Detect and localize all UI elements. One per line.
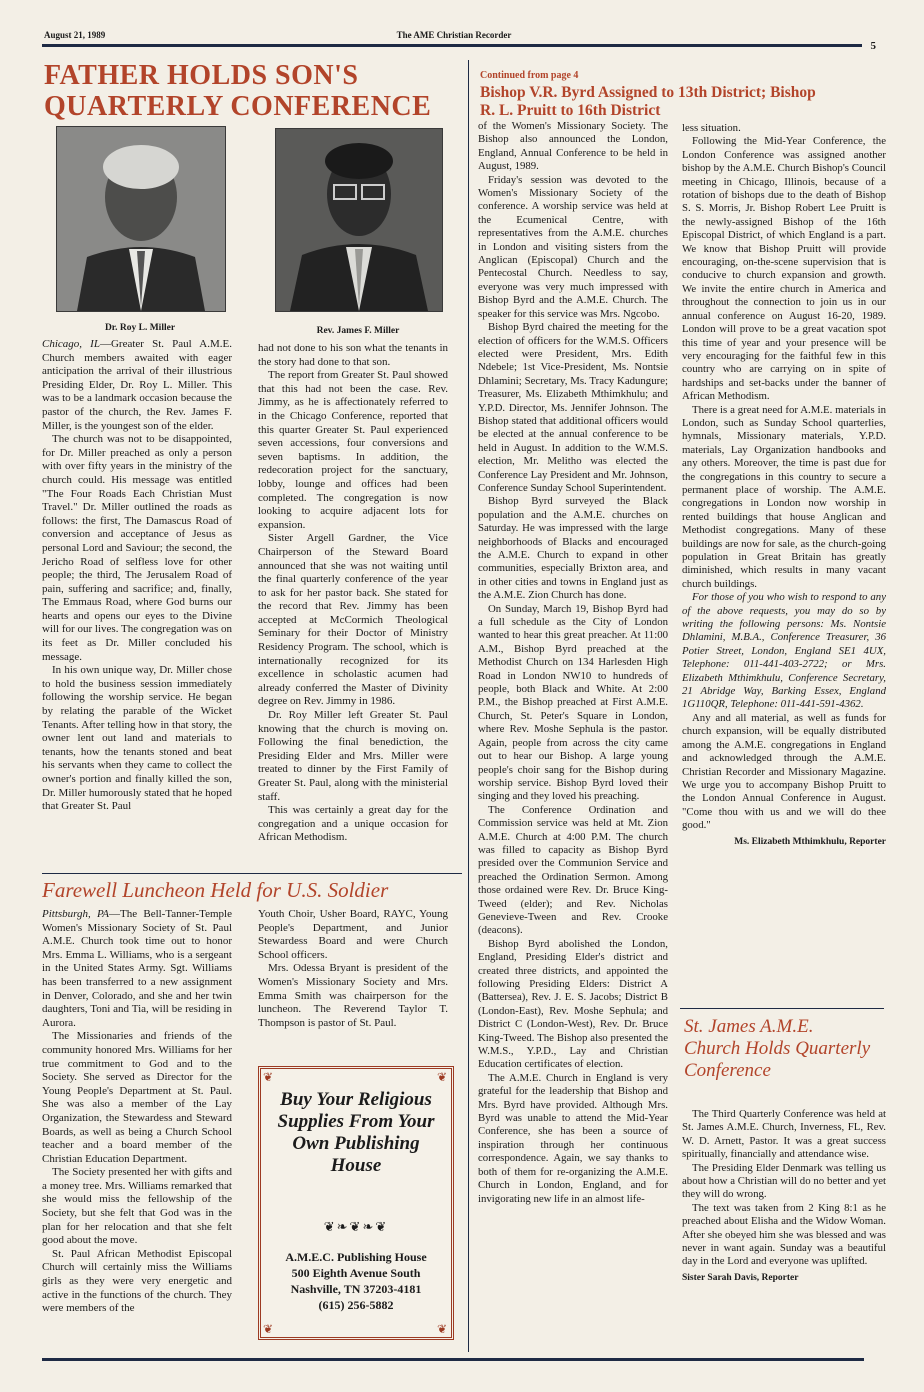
ad-address: 500 Eighth Avenue South bbox=[291, 1266, 421, 1280]
article3-paragraph: Friday's session was devoted to the Women's Missionary Society of the conference. A worship service was held at the Ecumenical Centre, with representatives from the A.M.E. churches in London and visiting sisters from the Anglican (Episcopal) Church and the Pentecostal Church. Needless to say, everyone was very much impressed with Bishop Byrd and the A.M.E. Church. The speaker for this service was Mrs. Ngcobo. bbox=[478, 173, 668, 320]
article2-paragraph: The Missionaries and friends of the community honored Mrs. Williams for her true commitment to God and to the Society. She served as Director for the Young People's Department at St. Paul. She was also a member of the Lay Organization, the Stewardess and Steward Boards, as well as being a Church School teacher and a board member of the Christian Education Department. bbox=[42, 1030, 232, 1165]
portrait-image bbox=[276, 129, 442, 311]
article2-paragraph: Pittsburgh, PA—The Bell-Tanner-Temple Women's Missionary Society of St. Paul A.M.E. Church took time out to honor Mrs. Emma L. Williams, who is a sergeant in the United States Army. Sgt. Williams has been transferred to a new assignment in Denver, Colorado, and she and her twin daughters, Toni and Tia, will be residing in Aurora. bbox=[42, 908, 232, 1029]
article4-paragraph: The Presiding Elder Denmark was telling us about how a Christian will do no better and yet they will do wrong. bbox=[682, 1161, 886, 1201]
page-number: 5 bbox=[870, 40, 876, 52]
publishing-house-ad bbox=[258, 1066, 454, 1340]
article3-headline-line1: Bishop V.R. Byrd Assigned to 13th District; Bishop bbox=[480, 84, 816, 101]
article3-paragraph: Any and all material, as well as funds for church expansion, will be equally distributed among the A.M.E. congregations in England and acknowledged through the A.M.E. Christian Recorder and Missionary Magazine. We urge you to accompany Bishop Pruitt to the London Annual Conference in August. "Come thou with us and we will do thee good." bbox=[682, 711, 886, 832]
ornament-icon: ❦ bbox=[437, 1322, 448, 1336]
article4-body bbox=[682, 1108, 886, 1352]
paper-name: The AME Christian Recorder bbox=[396, 30, 512, 40]
ad-headline: Buy Your Religious Supplies From Your Own Publishing House bbox=[277, 1089, 435, 1176]
article2-headline: Farewell Luncheon Held for U.S. Soldier bbox=[42, 878, 389, 902]
article1-paragraph: The report from Greater St. Paul showed that this had not been the case. Rev. Jimmy, as he is affectionately referred to in the Chicago Conference, reported that this quarter Greater St. Paul experienced seven accessions, four conversions and seven baptisms. In addition, the redecoration project for the sanctuary, lobby, lounge and offices had been completed. The congregation is now looking to acquire adjacent lots for expansion. bbox=[258, 369, 448, 531]
article4-headline: St. James A.M.E. Church Holds Quarterly Conference bbox=[684, 1016, 871, 1081]
photo-james-miller bbox=[275, 128, 443, 312]
portrait-image bbox=[57, 127, 225, 311]
article2-paragraph: Mrs. Odessa Bryant is president of the Women's Missionary Society and Mrs. Emma Smith was chairperson for the luncheon. The Reverend Taylor T. Thompson is pastor of St. Paul. bbox=[258, 962, 448, 1029]
article3-paragraph: Bishop Byrd abolished the London, England, Presiding Elder's district and created three districts, and appointed the following Presiding Elders: District A (Battersea), Rev. J. E. S. Jacobs; District B (London-East), Rev. Moshe Sephula; and District C (London-West), Rev. Dr. Bruce King-Tweed. The Bishop also presented the W.M.S., Y.P.D., Lay and Christian Education certificates of election. bbox=[478, 937, 668, 1071]
article3-paragraph: On Sunday, March 19, Bishop Byrd had a full schedule as the City of London wanted to hear this great preacher. At 11:00 A.M., Bishop Byrd preached at the Methodist Church on 134 Harlesden High Road in London NW10 to hundreds of people, both Black and White. At 2:00 P.M., the Bishop preached at First A.M.E. Church, St. Peter's Square in London, where Rev. Moshe Sephula is the pastor. Again, people from across the city came out to hear our Bishop. A large young people's choir sang for the Bishop during worship service. Bishop Byrd loved their singing and they loved his preaching. bbox=[478, 602, 668, 803]
article2-column2 bbox=[258, 908, 448, 1048]
ad-city: Nashville, TN 37203-4181 bbox=[290, 1282, 422, 1296]
article2-paragraph: The Society presented her with gifts and a money tree. Mrs. Williams remarked that she would miss the fellowship of the Society, but she felt that God was in the plan for her relocation and that she felt good about the move. bbox=[42, 1166, 232, 1247]
article3-column2 bbox=[682, 122, 886, 1006]
article1-dateline: Chicago, IL bbox=[42, 338, 100, 350]
ad-contact bbox=[267, 1249, 445, 1313]
caption-james-miller: Rev. James F. Miller bbox=[316, 326, 400, 336]
ornament-icon: ❦ bbox=[263, 1070, 274, 1084]
article1-paragraph: This was certainly a great day for the congregation and a unique occasion for African Methodism. bbox=[258, 804, 448, 844]
article3-column1 bbox=[478, 120, 668, 1354]
article-divider bbox=[42, 873, 462, 874]
article3-paragraph: The Conference Ordination and Commission service was held at Mt. Zion A.M.E. Church at 4:00 P.M. The church was filled to capacity as Bishop Byrd presided over the Communion Service and preached the Ordination Sermon. Among those ordained were Rev. Dr. Bruce King-Tweed (elder); and Rev. Nicholas Genevieve-Tween and Rev. Crooke (deacons). bbox=[478, 803, 668, 937]
article3-headline-line2: R. L. Pruitt to 16th District bbox=[480, 102, 661, 119]
article1-paragraph: Chicago, IL—Greater St. Paul A.M.E. Church members awaited with eager anticipation the arrival of their illustrious Presiding Elder, Dr. Roy L. Miller. This was to be a landmark occasion because the pastor of the church, the Rev. James F. Miller, is the youngest son of the elder. bbox=[42, 338, 232, 432]
article1-column2 bbox=[258, 342, 448, 870]
article3-headline bbox=[480, 84, 880, 120]
article3-paragraph: Bishop Byrd surveyed the Black population and the A.M.E. churches on Saturday. He was impressed with the large neighborhoods of Blacks and encouraged the A.M.E. Church to expand in other communities, especially Brixton area, and in other cities and towns in England just as the A.M.E. Zion Church has done. bbox=[478, 495, 668, 602]
article4-reporter: Sister Sarah Davis, Reporter bbox=[682, 1272, 799, 1283]
issue-date: August 21, 1989 bbox=[44, 30, 106, 40]
article3-paragraph: The A.M.E. Church in England is very grateful for the leadership that Bishop and Mrs. Byrd have provided. Although Mrs. Byrd was unable to attend the Mid-Year Conference, she has been a source of inspiration through her continuous correspondence. Again, we say thanks to both of them for re-organizing the A.M.E. Church in London, England, and for invigorating new life in an almost life- bbox=[478, 1071, 668, 1205]
article2-column1 bbox=[42, 908, 232, 1352]
article4-paragraph: The text was taken from 2 King 8:1 as he preached about Elisha and the Widow Woman. After she obeyed him she was blessed and was never in want again. Sunday was a beautiful day in the Lord and everyone was uplifted. bbox=[682, 1201, 886, 1268]
ad-phone: (615) 256-5882 bbox=[318, 1298, 394, 1312]
article1-headline-line1: FATHER HOLDS SON'S bbox=[44, 60, 359, 91]
article2-paragraph: Youth Choir, Usher Board, RAYC, Young People's Department, and Junior Stewardess Board and were Church School officers. bbox=[258, 908, 448, 961]
article3-paragraph: of the Women's Missionary Society. The Bishop also announced the London, England, Annual Conference to be held in August, 1989. bbox=[478, 120, 668, 173]
article1-paragraph: The church was not to be disappointed, for Dr. Miller preached as only a person with over fifty years in the ministry of the church could. His message was entitled "The Four Roads Each Christian Must Travel." Dr. Miller outlined the roads as follows: the first, The Damascus Road of conversion and acceptance of Jesus as personal Lord and Saviour; the second, the Jericho Road of selfless love for other people; the third, The Jerusalem Road of pain, suffering and sacrifice; and, finally, The Emmaus Road, where God burns our hearts and opens our eyes to the Divine will for our lives. The congregation was on its feet as Dr. Miller concluded his message. bbox=[42, 433, 232, 663]
photo-roy-miller bbox=[56, 126, 226, 312]
article3-paragraph: Bishop Byrd chaired the meeting for the election of officers for the W.M.S. Officers elected were President, Mrs. Edith Ndebele; 1st Vice-President, Ms. Nontsie Dhlamini; Secretary, Ms. Tracy Kadungure; Treasurer, Ms. Elizabeth Mthimkhulu; and Y.P.D. Director, Ms. Jennifer Johnson. The Bishop stated that additional officers would be elected at the annual conference to be held in August. In addition to the W.M.S. election, Mr. Melitho was elected the Conference Lay President and Mr. Johnson, Conference Sunday School Superintendent. bbox=[478, 321, 668, 494]
article1-paragraph: had not done to his son what the tenants in the story had done to that son. bbox=[258, 342, 448, 368]
continued-note: Continued from page 4 bbox=[480, 70, 579, 81]
footer-rule bbox=[42, 1358, 864, 1361]
ornament-icon: ❦ bbox=[263, 1322, 274, 1336]
article2-paragraph: St. Paul African Methodist Episcopal Church will certainly miss the Williams girls as they were very energetic and active in the functions of the church. They were members of the bbox=[42, 1247, 232, 1315]
article3-paragraph: less situation. bbox=[682, 122, 741, 134]
article1-paragraph: Dr. Roy Miller left Greater St. Paul knowing that the church is moving on. Following the final benediction, the Presiding Elder and Mrs. Miller were treated to dinner by the First Family of Greater St. Paul, along with the ministerial staff. bbox=[258, 709, 448, 803]
article1-headline bbox=[44, 60, 464, 122]
article3-paragraph: For those of you who wish to respond to any of the above requests, you may do so by writing the following persons: Ms. Nontsie Dhlamini, M.B.A., Conference Treasurer, 36 Potier Street, London, England SE1 4UX, Telephone: 011-441-403-2722; or Mrs. Elizabeth Mthimkhulu, Conference Secretary, 21 Abridge Way, Barking Essex, England 1G110QR, Telephone: 011-441-591-4362. bbox=[682, 591, 886, 711]
ad-name: A.M.E.C. Publishing House bbox=[285, 1250, 427, 1264]
article1-headline-line2: QUARTERLY CONFERENCE bbox=[44, 91, 432, 122]
article1-paragraph: Sister Argell Gardner, the Vice Chairperson of the Steward Board announced that she was not waiting until the final quarterly conference of the year to ask for her pastor back. She stated for the record that Rev. Jimmy has been accepted at McCormich Theological Seminary for their Doctor of Ministry Residency Program. The school, which is internationally recognized for its excellence in scholastic acumen had already conferred the Master of Divinity degree on Rev. Jimmy in 1986. bbox=[258, 532, 448, 708]
article3-paragraph: Following the Mid-Year Conference, the London Conference was assigned another bishop by the A.M.E. Church Bishop's Council meeting in Chicago, Illinois, because of a rotation of bishops due to the death of Bishop S. S. Morris, Jr. Bishop Robert Lee Pruitt is the newly-assigned Bishop of the 16th Episcopal District, of which England is a part. We know that Bishop Pruitt will provide encouraging, on-the-scene supervision that is conducive to church expansion and growth. We invite the entire church in America and throughout the connection to join us in our annual conference on August 16-20, 1989. London will prove to be a great vacation spot this time of year and your presence will be very encouraging for the faithful few in this country who are carrying on in spite of hardships and set-backs under the banner of African Methodism. bbox=[682, 135, 886, 403]
ad-ornament: ❦❧❦❧❦ bbox=[323, 1219, 389, 1234]
article1-paragraph: In his own unique way, Dr. Miller chose to hold the business session immediately following the worship service. He began by relating the parable of the Wicket Tenants. After telling how in that story, the owner lent out land and materials to tenants, how the tenants stoned and beat his servants when they came to collect the owner's portion and finally killed the son, Dr. Miller humorously stated that he hoped that Greater St. Paul bbox=[42, 664, 232, 813]
column-divider bbox=[468, 60, 469, 1352]
caption-roy-miller: Dr. Roy L. Miller bbox=[104, 323, 176, 333]
article3-paragraph: There is a great need for A.M.E. materials in London, such as Sunday School quarterlies, hymnals, Missionary materials, Y.P.D. materials, Lay Organization handbooks and any others. Moreover, the time is past due for the congregations in this country to secure a permanent place of worship. The A.M.E. congregations in London now worship in rented buildings that house Anglican and Methodist congregations. Many of these buildings are now for sale, as the church-going population in Great Britain has greatly diminished, which results in many vacant church buildings. bbox=[682, 403, 886, 590]
article3-reporter: Ms. Elizabeth Mthimkhulu, Reporter bbox=[734, 836, 886, 847]
header-rule bbox=[42, 44, 862, 47]
article4-paragraph: The Third Quarterly Conference was held at St. James A.M.E. Church, Inverness, FL, Rev. W. D. Arnett, Pastor. It was a great success spiritually, financially and attendance wise. bbox=[682, 1108, 886, 1161]
ornament-icon: ❦ bbox=[437, 1070, 448, 1084]
article2-dateline: Pittsburgh, PA bbox=[42, 908, 110, 920]
article1-column1 bbox=[42, 338, 232, 870]
article-divider bbox=[680, 1008, 884, 1009]
